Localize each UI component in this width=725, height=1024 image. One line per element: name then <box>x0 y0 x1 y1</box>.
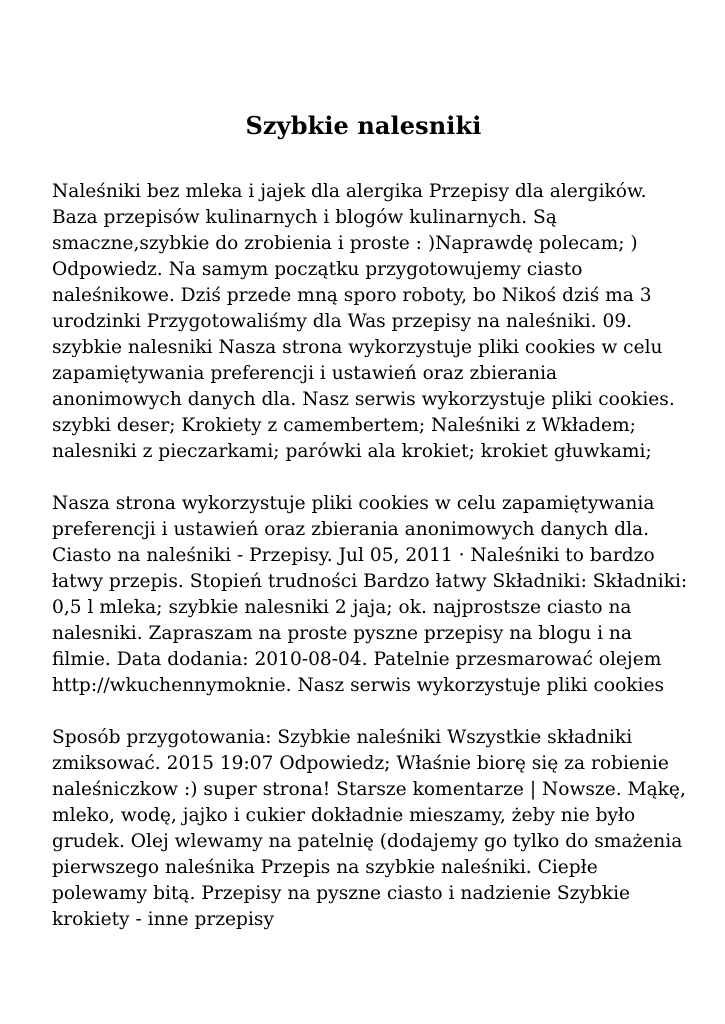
paragraph-line: Nasza strona wykorzystuje pliki cookies w celu zapamiętywania <box>52 493 655 514</box>
paragraph-2 <box>52 491 688 699</box>
paragraph-line: zapamiętywania preferencji i ustawień oraz zbierania <box>52 363 558 384</box>
paragraph-line: nalesniki. Zapraszam na proste pyszne przepisy na blogu i na <box>52 623 632 644</box>
paragraph-line: naleśnikowe. Dziś przede mną sporo roboty, bo Nikoś dziś ma 3 <box>52 285 652 306</box>
paragraph-line: preferencji i ustawień oraz zbierania anonimowych danych dla. <box>52 519 650 540</box>
paragraph-line: filmie. Data dodania: 2010-08-04. Patelnie przesmarować olejem <box>52 649 662 670</box>
paragraph-line: pierwszego naleśnika Przepis na szybkie naleśniki. Ciepłe <box>52 857 598 878</box>
paragraph-line: urodzinki Przygotowaliśmy dla Was przepisy na naleśniki. 09. <box>52 311 633 332</box>
paragraph-line: Naleśniki bez mleka i jajek dla alergika Przepisy dla alergików. <box>52 181 647 202</box>
paragraph-line: anonimowych danych dla. Nasz serwis wykorzystuje pliki cookies. <box>52 389 675 410</box>
paragraph-line: grudek. Olej wlewamy na patelnię (dodajemy go tylko do smażenia <box>52 831 683 852</box>
paragraph-line: http://wkuchennymoknie. Nasz serwis wykorzystuje pliki cookies <box>52 675 665 696</box>
paragraph-line: Baza przepisów kulinarnych i blogów kulinarnych. Są <box>52 207 557 228</box>
paragraph-line: Sposób przygotowania: Szybkie naleśniki Wszystkie składniki <box>52 727 633 748</box>
paragraph-line: nalesniki z pieczarkami; parówki ala krokiet; krokiet głuwkami; <box>52 441 652 462</box>
page-title: Szybkie nalesniki <box>245 111 482 140</box>
paragraph-line: 0,5 l mleka; szybkie nalesniki 2 jaja; ok. najprostsze ciasto na <box>52 597 632 618</box>
paragraph-1 <box>52 179 675 465</box>
paragraph-line: Ciasto na naleśniki - Przepisy. Jul 05, 2011 · Naleśniki to bardzo <box>52 545 655 566</box>
paragraph-line: szybkie nalesniki Nasza strona wykorzystuje pliki cookies w celu <box>52 337 663 358</box>
paragraph-line: smaczne,szybkie do zrobienia i proste : )Naprawdę polecam; ) <box>52 233 638 254</box>
paragraph-line: szybki deser; Krokiety z camembertem; Naleśniki z Wkładem; <box>52 415 636 436</box>
paragraph-line: naleśniczkow :) super strona! Starsze komentarze | Nowsze. Mąkę, <box>52 779 686 800</box>
paragraph-line: łatwy przepis. Stopień trudności Bardzo łatwy Składniki: Składniki: <box>52 571 688 592</box>
paragraph-line: zmiksować. 2015 19:07 Odpowiedz; Właśnie biorę się za robienie <box>52 753 669 774</box>
paragraph-3 <box>52 725 686 933</box>
paragraph-line: polewamy bitą. Przepisy na pyszne ciasto i nadzienie Szybkie <box>52 883 631 904</box>
paragraph-line: Odpowiedz. Na samym początku przygotowujemy ciasto <box>52 259 583 280</box>
paragraph-line: krokiety - inne przepisy <box>52 909 274 930</box>
paragraph-line: mleko, wodę, jajko i cukier dokładnie mieszamy, żeby nie było <box>52 805 636 826</box>
